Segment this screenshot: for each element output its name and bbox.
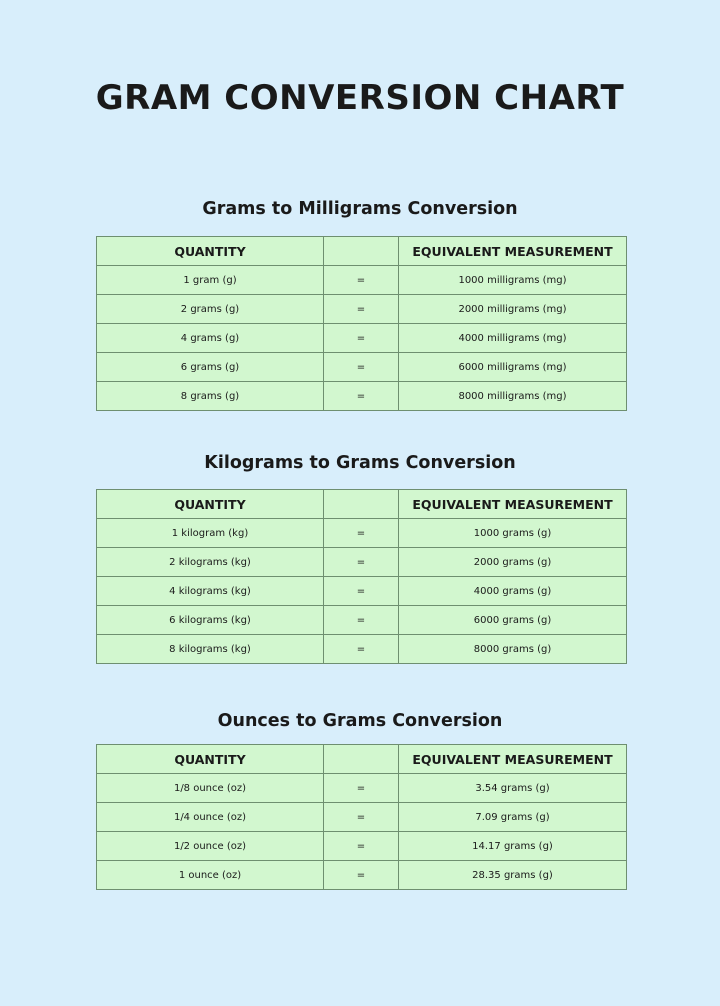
quantity-cell: 4 grams (g) <box>97 324 324 353</box>
equals-sign: = <box>324 577 399 606</box>
table-row <box>97 382 627 411</box>
table-row <box>97 606 627 635</box>
section-grams-to-milligrams <box>0 197 720 221</box>
quantity-cell: 1 gram (g) <box>97 266 324 295</box>
quantity-cell: 6 kilograms (kg) <box>97 606 324 635</box>
equivalent-cell: 4000 grams (g) <box>399 577 627 606</box>
table-header-row <box>97 490 627 519</box>
column-header-quantity: QUANTITY <box>97 745 324 774</box>
equals-sign: = <box>324 548 399 577</box>
equivalent-cell: 6000 milligrams (mg) <box>399 353 627 382</box>
equivalent-cell: 1000 milligrams (mg) <box>399 266 627 295</box>
equals-sign: = <box>324 803 399 832</box>
equivalent-cell: 8000 milligrams (mg) <box>399 382 627 411</box>
conversion-table-grams-to-milligrams <box>96 236 627 411</box>
equals-sign: = <box>324 519 399 548</box>
table-row <box>97 635 627 664</box>
quantity-cell: 4 kilograms (kg) <box>97 577 324 606</box>
section-heading: Ounces to Grams Conversion <box>217 711 503 731</box>
quantity-cell: 1 ounce (oz) <box>97 861 324 890</box>
table-row <box>97 832 627 861</box>
section-kilograms-to-grams <box>0 451 720 475</box>
conversion-table-kilograms-to-grams <box>96 489 627 664</box>
equals-sign: = <box>324 774 399 803</box>
equals-sign: = <box>324 606 399 635</box>
equivalent-cell: 14.17 grams (g) <box>399 832 627 861</box>
equivalent-cell: 2000 milligrams (mg) <box>399 295 627 324</box>
column-header-middle <box>324 237 399 266</box>
column-header-equivalent: EQUIVALENT MEASUREMENT <box>399 745 627 774</box>
column-header-middle <box>324 490 399 519</box>
equals-sign: = <box>324 382 399 411</box>
table-row <box>97 266 627 295</box>
equals-sign: = <box>324 324 399 353</box>
table-row <box>97 577 627 606</box>
table-row <box>97 803 627 832</box>
quantity-cell: 8 grams (g) <box>97 382 324 411</box>
equivalent-cell: 3.54 grams (g) <box>399 774 627 803</box>
section-heading: Grams to Milligrams Conversion <box>202 199 518 219</box>
column-header-equivalent: EQUIVALENT MEASUREMENT <box>399 237 627 266</box>
table-row <box>97 353 627 382</box>
equals-sign: = <box>324 353 399 382</box>
equivalent-cell: 28.35 grams (g) <box>399 861 627 890</box>
equivalent-cell: 7.09 grams (g) <box>399 803 627 832</box>
quantity-cell: 8 kilograms (kg) <box>97 635 324 664</box>
quantity-cell: 1/4 ounce (oz) <box>97 803 324 832</box>
quantity-cell: 1 kilogram (kg) <box>97 519 324 548</box>
table-row <box>97 548 627 577</box>
equivalent-cell: 2000 grams (g) <box>399 548 627 577</box>
equals-sign: = <box>324 832 399 861</box>
equals-sign: = <box>324 266 399 295</box>
section-ounces-to-grams <box>0 709 720 733</box>
quantity-cell: 6 grams (g) <box>97 353 324 382</box>
column-header-quantity: QUANTITY <box>97 237 324 266</box>
table-row <box>97 324 627 353</box>
table-header-row <box>97 237 627 266</box>
equivalent-cell: 6000 grams (g) <box>399 606 627 635</box>
equivalent-cell: 8000 grams (g) <box>399 635 627 664</box>
quantity-cell: 2 kilograms (kg) <box>97 548 324 577</box>
table-row <box>97 861 627 890</box>
section-heading: Kilograms to Grams Conversion <box>204 453 516 473</box>
table-row <box>97 774 627 803</box>
table-row <box>97 519 627 548</box>
conversion-table-ounces-to-grams <box>96 744 627 890</box>
page-title: GRAM CONVERSION CHART <box>95 78 625 118</box>
table-row <box>97 295 627 324</box>
column-header-middle <box>324 745 399 774</box>
equals-sign: = <box>324 861 399 890</box>
equivalent-cell: 1000 grams (g) <box>399 519 627 548</box>
quantity-cell: 1/8 ounce (oz) <box>97 774 324 803</box>
quantity-cell: 2 grams (g) <box>97 295 324 324</box>
table-header-row <box>97 745 627 774</box>
equals-sign: = <box>324 295 399 324</box>
column-header-equivalent: EQUIVALENT MEASUREMENT <box>399 490 627 519</box>
equivalent-cell: 4000 milligrams (mg) <box>399 324 627 353</box>
quantity-cell: 1/2 ounce (oz) <box>97 832 324 861</box>
equals-sign: = <box>324 635 399 664</box>
column-header-quantity: QUANTITY <box>97 490 324 519</box>
